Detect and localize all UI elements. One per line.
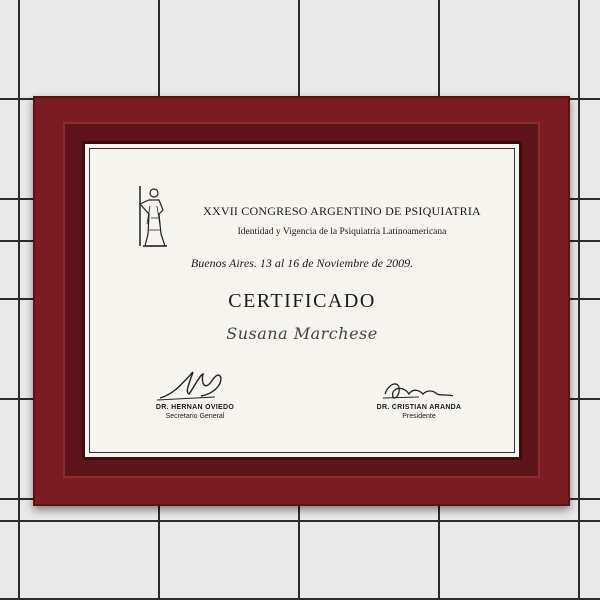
certificate-paper — [85, 144, 519, 457]
wall-grid-line — [0, 520, 600, 522]
picture-frame — [33, 96, 570, 506]
signatory-name: DR. CRISTIAN ARANDA — [376, 404, 462, 411]
signatory-name: DR. HERNAN OVIEDO — [155, 404, 235, 411]
recipient-name: Susana Marchese — [226, 324, 378, 343]
signatory-role: Presidente — [402, 413, 436, 420]
signature-block-left — [125, 366, 265, 420]
signatory-role: Secretario General — [165, 413, 225, 420]
congress-subtitle: Identidad y Vigencia de la Psiquiatría Latinoamericana — [237, 227, 447, 237]
congress-title: XXVII CONGRESO ARGENTINO DE PSIQUIATRIA — [203, 204, 481, 218]
signature-block-right — [349, 378, 489, 420]
signature-right-icon — [379, 378, 459, 404]
certificate-heading: CERTIFICADO — [228, 290, 376, 312]
signature-left-icon — [155, 366, 235, 404]
place-and-date: Buenos Aires. 13 al 16 de Noviembre de 2009. — [190, 256, 414, 270]
